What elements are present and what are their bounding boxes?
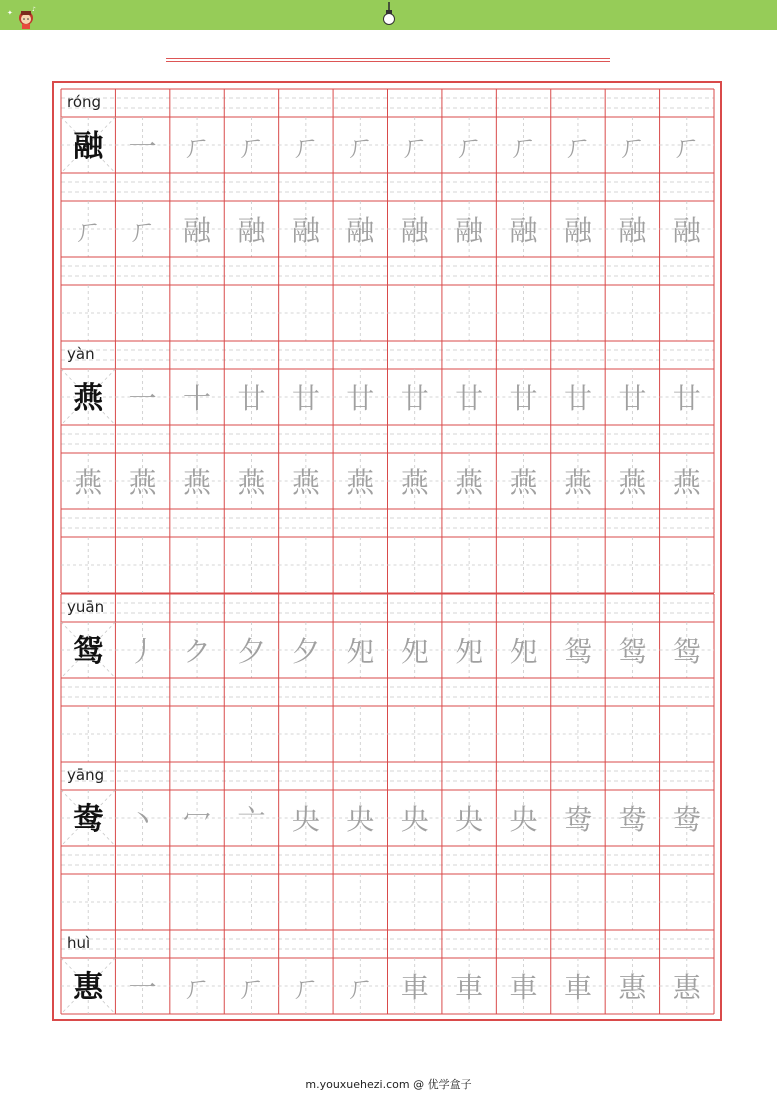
stroke-order-character: 燕 [74,466,103,499]
stroke-order-character: ㄏ [74,214,103,247]
stroke-order-character: 夗 [455,635,484,668]
stroke-order-character: ㄏ [183,971,212,1004]
stroke-order-character: 燕 [563,466,592,499]
stroke-order-character: ㄏ [346,130,375,163]
stroke-order-character: 廿 [400,382,429,415]
stroke-order-character: 鸯 [618,803,647,836]
model-character: 燕 [73,381,104,416]
stroke-order-character: ㄏ [237,130,266,163]
stroke-order-character: 惠 [618,971,647,1004]
stroke-order-character: ㄏ [509,130,538,163]
stroke-order-character: 惠 [672,971,701,1004]
stroke-order-character: 央 [291,803,320,836]
stroke-order-character: 廿 [563,382,592,415]
stroke-order-character: 廿 [237,382,266,415]
stroke-order-character: 夗 [400,635,429,668]
stroke-order-character: ㄏ [183,130,212,163]
pinyin-label: yàn [67,345,95,363]
stroke-order-character: 廿 [455,382,484,415]
stroke-order-character: 融 [509,214,538,247]
svg-text:✦: ✦ [7,9,13,17]
stroke-order-character: 融 [237,214,266,247]
stroke-order-character: 融 [346,214,375,247]
stroke-order-character: 燕 [183,466,212,499]
stroke-order-character: 鸳 [672,635,701,668]
stroke-order-character: 燕 [291,466,320,499]
model-character: 鸯 [73,802,104,837]
stroke-order-character: 燕 [346,466,375,499]
stroke-order-character: 央 [455,803,484,836]
stroke-order-character: 廿 [291,382,320,415]
stroke-order-character: ㄏ [237,971,266,1004]
stroke-order-character: 廿 [672,382,701,415]
stroke-order-character: ㄏ [400,130,429,163]
stroke-order-character: 燕 [400,466,429,499]
stroke-order-character: ク [183,635,212,668]
stroke-order-character: 融 [563,214,592,247]
stroke-order-character: 燕 [455,466,484,499]
stroke-order-character: ㄏ [128,214,157,247]
stroke-order-character: ㄏ [563,130,592,163]
model-character: 鸳 [73,634,104,669]
stroke-order-character: 夗 [346,635,375,668]
stroke-order-character: 車 [563,971,592,1004]
stroke-order-character: 融 [672,214,701,247]
stroke-order-character: ㄏ [291,971,320,1004]
footer-text: m.youxuehezi.com @ 优学盒子 [305,1078,472,1091]
stroke-order-character: 夕 [237,635,266,668]
stroke-order-character: 融 [455,214,484,247]
stroke-order-character: 車 [455,971,484,1004]
stroke-order-character: 融 [291,214,320,247]
stroke-order-character: 廿 [509,382,538,415]
stroke-order-character: 鸯 [563,803,592,836]
stroke-order-character: 丶 [128,803,157,836]
stroke-order-character: 廿 [346,382,375,415]
pinyin-label: yuān [67,598,105,616]
stroke-order-character: 冖 [183,803,212,836]
stroke-order-character: ㄏ [618,130,647,163]
stroke-order-character: 燕 [618,466,647,499]
stroke-order-character: 融 [400,214,429,247]
stroke-order-character: 車 [400,971,429,1004]
stroke-order-character: 鸳 [618,635,647,668]
stroke-order-character: ㄏ [455,130,484,163]
stroke-order-character: 一 [128,382,157,415]
model-character: 融 [73,129,104,164]
stroke-order-character: ㄏ [672,130,701,163]
svg-text:♪: ♪ [32,6,36,13]
stroke-order-character: 夕 [291,635,320,668]
stroke-order-character: 一 [128,130,157,163]
stroke-order-character: 融 [618,214,647,247]
stroke-order-character: 央 [400,803,429,836]
pinyin-label: yāng [67,766,105,784]
stroke-order-character: 丿 [128,635,157,668]
stroke-order-character: ㄏ [346,971,375,1004]
stroke-order-character: 燕 [509,466,538,499]
stroke-order-character: 燕 [237,466,266,499]
stroke-order-character: 夗 [509,635,538,668]
pinyin-label: róng [67,93,102,111]
pinyin-label: huì [67,934,91,952]
stroke-order-character: 央 [509,803,538,836]
stroke-order-character: 亠 [237,803,266,836]
stroke-order-character: 車 [509,971,538,1004]
model-character: 惠 [73,970,104,1005]
stroke-order-character: 融 [183,214,212,247]
stroke-order-character: 央 [346,803,375,836]
stroke-order-character: 燕 [672,466,701,499]
stroke-order-character: ㄏ [291,130,320,163]
stroke-order-character: 鸳 [563,635,592,668]
stroke-order-character: 一 [128,971,157,1004]
stroke-order-character: 鸯 [672,803,701,836]
stroke-order-character: 燕 [128,466,157,499]
stroke-order-character: 十 [183,382,212,415]
stroke-order-character: 廿 [618,382,647,415]
